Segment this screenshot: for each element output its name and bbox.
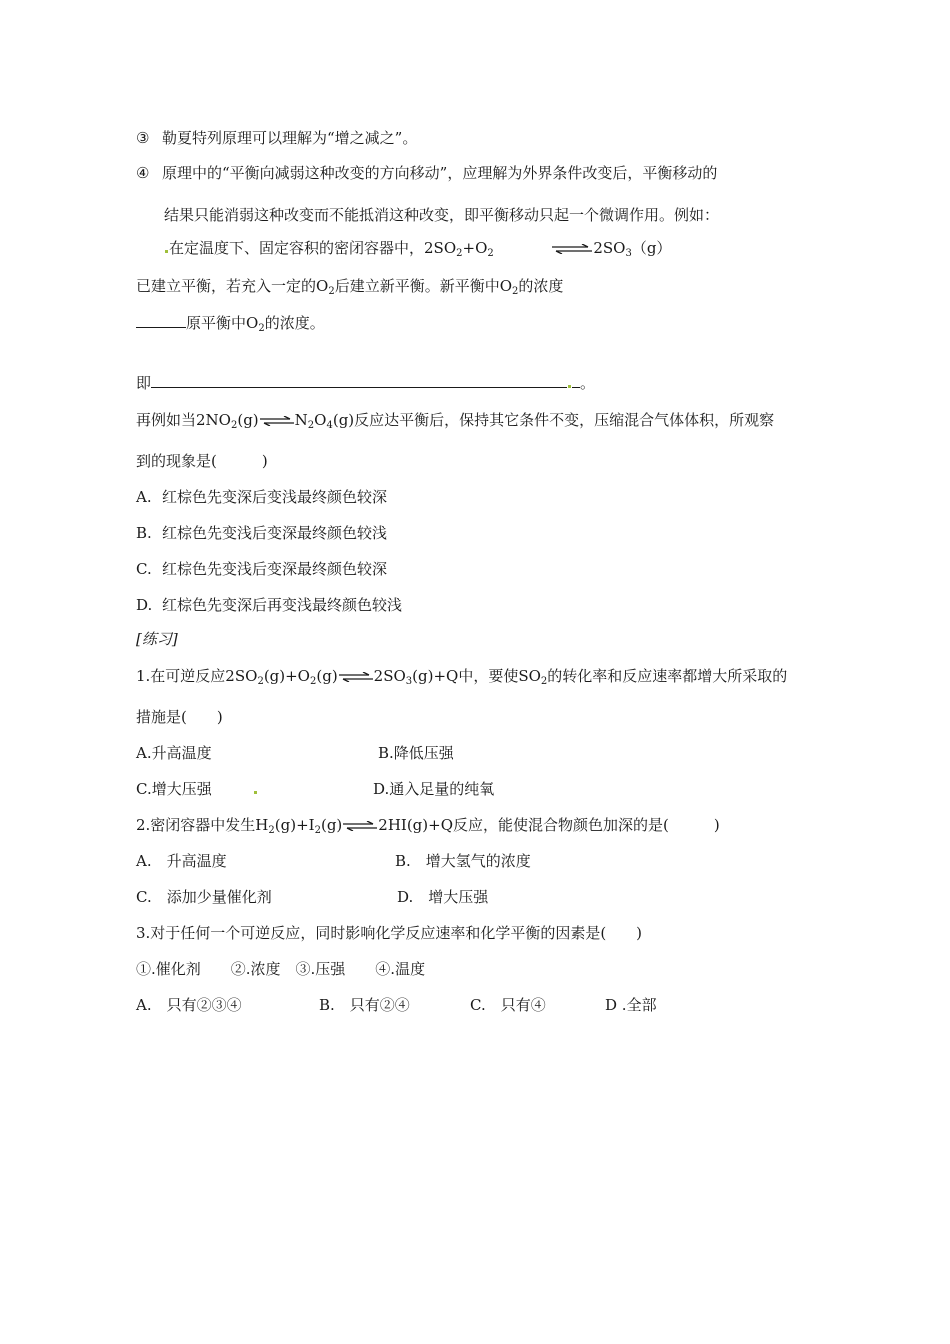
q2-option-c[interactable]: C. 添加少量催化剂 [136,888,272,906]
q1-option-a[interactable]: A.升高温度 [136,744,212,762]
option-d[interactable] [136,595,402,615]
q1-line-1 [136,666,787,686]
example-2-text-e: (g)反应达平衡后，保持其它条件不变，压缩混合气体体积，所观察 [332,411,775,429]
q1-option-b[interactable]: B.降低压强 [378,744,454,762]
q3-line-1: 3.对于任何一个可逆反应，同时影响化学反应速率和化学平衡的因素是( ) [136,924,643,942]
item-4-text-1: 原理中的“平衡向减弱这种改变的方向移动”，应理解为外界条件改变后，平衡移动的 [162,164,718,182]
subscript: 2 [512,286,519,297]
subscript: 2 [257,676,264,687]
q3-factors: ①.催化剂 ②.浓度 ③.压强 ④.温度 [136,960,426,978]
example-1-line-4 [136,373,595,393]
example-1-text-h: 原平衡中O [186,314,259,332]
example-1-text-g: 的浓度 [518,277,564,295]
subscript: 3 [625,248,632,259]
example-1-line-2 [136,276,563,296]
subscript: 3 [405,676,413,687]
example-1-text-i: 的浓度。 [264,314,325,332]
q2-line-1 [136,815,720,835]
q1-text-e: (g)+Q中，要使SO [412,667,541,685]
q1-text-d: 2SO [373,667,406,685]
subscript: 4 [326,420,333,431]
q3-option-a[interactable]: A. 只有②③④ [136,996,242,1014]
subscript: 2 [268,825,275,836]
stray-mark [165,250,168,253]
example-2-text-b: (g) [237,411,259,429]
option-text: 红棕色先变浅后变深最终颜色较深 [162,560,388,578]
subscript: 2 [328,286,335,297]
subscript: 2 [540,676,548,687]
q2-option-b[interactable]: B. 增大氢气的浓度 [395,852,531,870]
example-1-text-a: 在定温度下、固定容积的密闭容器中，2SO [169,239,457,257]
option-label: A. [136,488,152,506]
example-1-text-d: （g） [631,239,672,257]
example-2-line-2 [136,451,268,471]
subscript: 2 [309,676,317,687]
option-label: B. [136,524,152,542]
q2-text-b: (g)+I [274,816,315,834]
item-4-marker: ④ [136,164,150,182]
q2-text-d: 2HI(g)+Q反应，能使混合物颜色加深的是( ) [378,816,720,834]
q3-option-b[interactable]: B. 只有②④ [319,996,410,1014]
example-2-question: 到的现象是( ) [136,452,268,470]
example-2-text-d: O [314,411,327,429]
option-text: 红棕色先变浅后变深最终颜色较浅 [162,524,388,542]
practice-heading: [练习] [136,630,178,648]
option-text: 红棕色先变深后变浅最终颜色较深 [162,488,388,506]
subscript: 2 [230,420,238,431]
item-3-marker: ③ [136,129,150,147]
option-a[interactable] [136,487,387,507]
q1-option-c[interactable]: C.增大压强 [136,780,212,798]
q1-line-2: 措施是( ) [136,708,223,726]
equilibrium-arrow-icon [343,821,377,831]
q1-text-b: (g)+O [263,667,310,685]
q1-text-f: 的转化率和反应速率都增大所采取的 [547,667,788,685]
example-1-text-j: 即 [136,374,152,392]
equilibrium-arrow-icon [260,416,294,426]
item-4-line-2 [164,205,719,225]
example-1-text-k: 。 [580,374,596,392]
answer-blank-2[interactable] [151,373,567,388]
option-c[interactable] [136,559,387,579]
item-4-line-1 [136,163,717,183]
equilibrium-arrow-icon [339,672,373,682]
example-1-text-b: +O [462,239,488,257]
example-2-text-a: 再例如当2NO [136,411,231,429]
q2-text-a: 2.密闭容器中发生H [136,816,269,834]
subscript: 2 [258,323,265,334]
example-1-text-e: 已建立平衡，若充入一定的O [136,277,329,295]
q1-option-d[interactable]: D.通入足量的纯氧 [373,780,495,798]
subscript: 2 [487,248,494,259]
stray-mark [254,791,257,794]
example-2-line-1 [136,410,774,430]
option-text: 红棕色先变深后再变浅最终颜色较浅 [162,596,403,614]
q1-text-c: (g) [316,667,338,685]
q1-text-a: 1.在可逆反应2SO [136,667,258,685]
q2-text-c: (g) [320,816,343,834]
example-1-line-3 [136,313,325,333]
answer-blank-1[interactable] [136,313,186,328]
example-1-text-f: 后建立新平衡。新平衡中O [334,277,512,295]
item-4-text-2: 结果只能消弱这种改变而不能抵消这种改变，即平衡移动只起一个微调作用。例如： [164,206,720,224]
option-label: D. [136,596,153,614]
subscript: 2 [456,248,463,259]
answer-blank-3[interactable] [572,373,580,388]
option-label: C. [136,560,152,578]
stray-mark [568,385,571,388]
item-3 [136,128,417,148]
stray-mark-row [253,779,258,799]
example-1-line-1 [164,238,671,258]
q2-option-a[interactable]: A. 升高温度 [136,852,227,870]
subscript: 2 [307,420,315,431]
subscript: 2 [314,825,321,836]
example-1-text-c: 2SO [593,239,626,257]
item-3-text: 勒夏特列原理可以理解为“增之减之”。 [162,129,418,147]
q2-option-d[interactable]: D. 增大压强 [397,888,489,906]
option-b[interactable] [136,523,387,543]
q3-option-c[interactable]: C. 只有④ [470,996,546,1014]
equilibrium-arrow-icon [552,244,592,254]
example-2-text-c: N [294,411,308,429]
q3-option-d[interactable]: D .全部 [605,996,657,1014]
